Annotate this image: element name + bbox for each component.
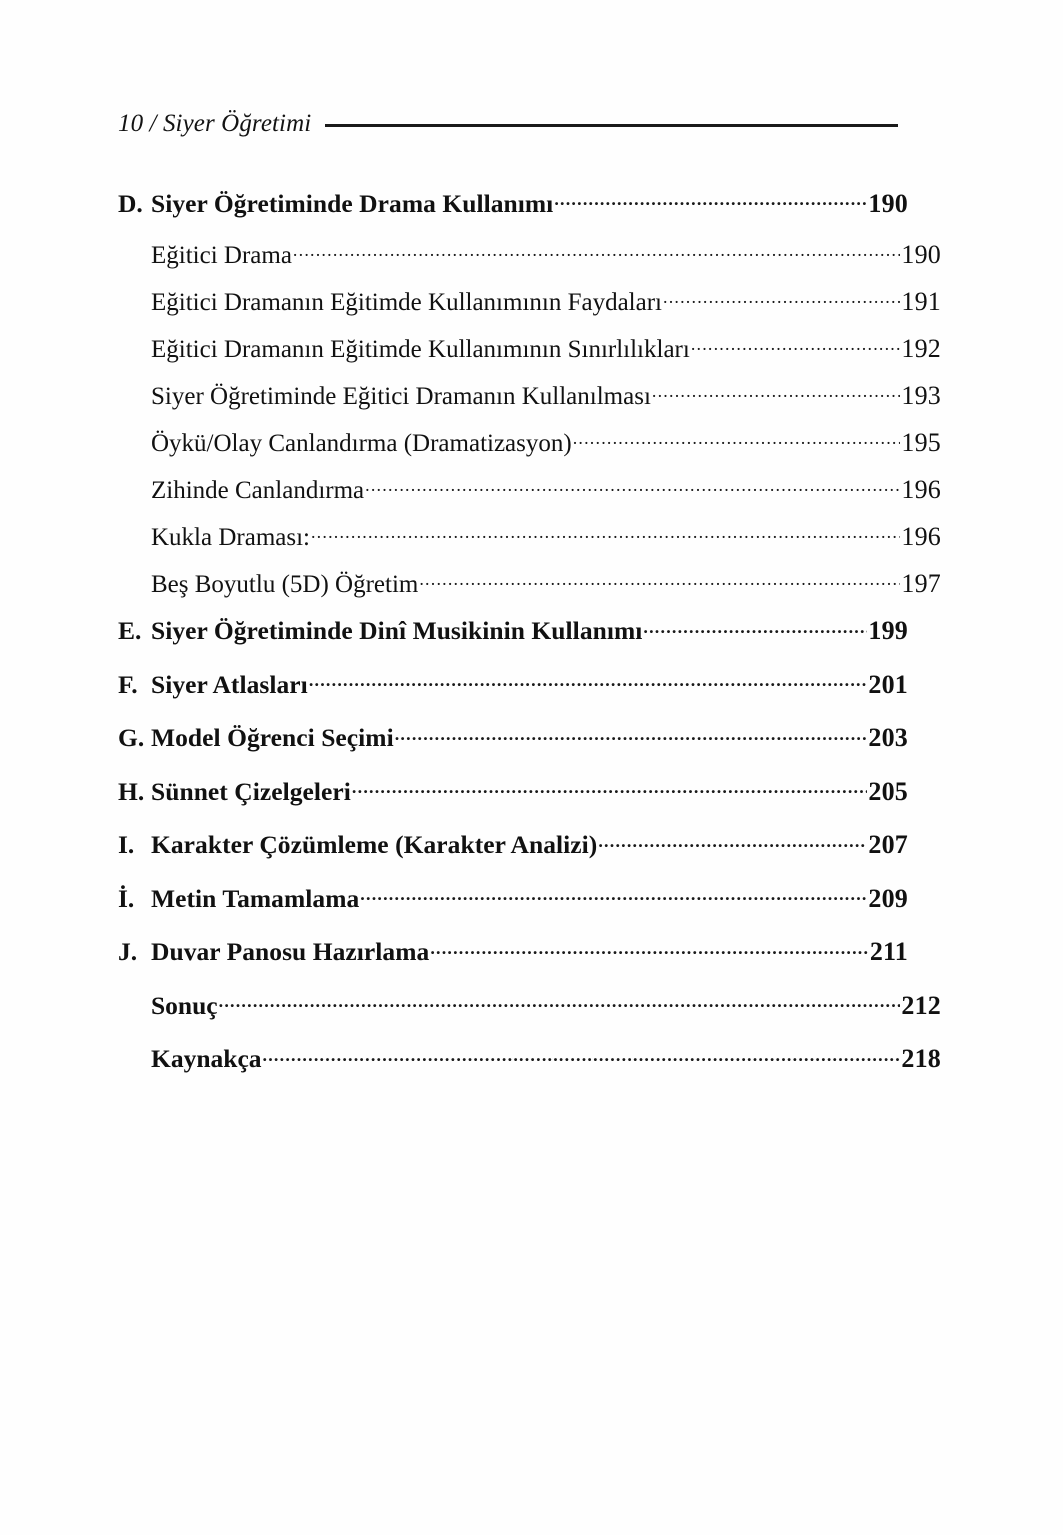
toc-entry-title: Eğitici Dramanın Eğitimde Kullanımının Sınırlılıkları xyxy=(151,335,690,363)
toc-entry-title: Duvar Panosu Hazırlama xyxy=(151,937,430,966)
toc-entry-page-number: 212 xyxy=(901,990,941,1020)
toc-entry[interactable] xyxy=(118,520,941,552)
toc-entry-page-number: 191 xyxy=(901,286,941,316)
toc-leader-dots xyxy=(311,520,900,545)
toc-entry[interactable] xyxy=(118,828,908,861)
toc-entry-page-number: 190 xyxy=(868,188,908,218)
toc-leader-dots xyxy=(691,332,901,357)
toc-entry[interactable] xyxy=(118,473,941,505)
toc-entry-title: Metin Tamamlama xyxy=(151,883,360,913)
toc-entry-page-number: 201 xyxy=(868,669,908,699)
toc-entry-page-number: 209 xyxy=(868,883,908,913)
toc-leader-dots xyxy=(430,935,869,961)
toc-entry-label: İ. xyxy=(118,883,135,913)
toc-leader-dots xyxy=(573,426,901,451)
toc-entry-title: Eğitici Dramanın Eğitimde Kullanımının Faydaları xyxy=(151,288,662,316)
toc-entry-title: Zihinde Canlandırma xyxy=(151,476,365,504)
toc-entry[interactable] xyxy=(118,881,908,914)
toc-entry-page-number: 196 xyxy=(901,474,941,504)
toc-entry[interactable] xyxy=(118,379,941,411)
toc-entry[interactable] xyxy=(118,988,941,1021)
toc-leader-dots xyxy=(352,774,867,800)
toc-entry-label: J. xyxy=(118,937,138,966)
toc-leader-dots xyxy=(365,473,900,498)
toc-entry-label: H. xyxy=(118,776,145,806)
toc-entry-page-number: 197 xyxy=(901,568,941,598)
toc-leader-dots xyxy=(309,667,868,693)
toc-entry-page-number: 205 xyxy=(868,776,908,806)
toc-entry-title: Siyer Öğretiminde Drama Kullanımı xyxy=(151,188,554,218)
toc-entry-label: I. xyxy=(118,830,135,859)
toc-entry-label: E. xyxy=(118,616,142,645)
toc-entry-title: Model Öğrenci Seçimi xyxy=(151,723,394,752)
toc-entry-page-number: 195 xyxy=(901,427,941,457)
toc-entry-label: D. xyxy=(118,188,143,218)
toc-leader-dots xyxy=(293,238,900,263)
toc-entry-page-number: 196 xyxy=(901,521,941,551)
toc-entry[interactable] xyxy=(118,935,908,968)
toc-entry-title: Sonuç xyxy=(151,990,218,1020)
toc-entry-title: Eğitici Drama xyxy=(151,241,292,269)
toc-entry-title: Öykü/Olay Canlandırma (Dramatizasyon) xyxy=(151,429,572,457)
toc-entry-page-number: 207 xyxy=(868,830,908,859)
toc-entry[interactable] xyxy=(118,774,908,807)
toc-entry-page-number: 192 xyxy=(901,333,941,363)
toc-entry-title: Kukla Draması: xyxy=(151,523,310,551)
toc-entry[interactable] xyxy=(118,567,941,599)
toc-entry-page-number: 199 xyxy=(868,616,908,645)
toc-entry[interactable] xyxy=(118,426,941,458)
toc-entry-page-number: 218 xyxy=(901,1044,941,1073)
toc-entry[interactable] xyxy=(118,332,941,364)
toc-entry-title: Beş Boyutlu (5D) Öğretim xyxy=(151,570,419,598)
toc-entry[interactable] xyxy=(118,721,908,754)
table-of-contents xyxy=(118,186,941,1095)
toc-leader-dots xyxy=(554,186,867,212)
toc-entry-title: Siyer Öğretiminde Dinî Musikinin Kullanımı xyxy=(151,616,643,645)
toc-leader-dots xyxy=(598,828,867,854)
toc-entry[interactable] xyxy=(118,614,908,647)
toc-leader-dots xyxy=(395,721,868,747)
toc-leader-dots xyxy=(360,881,867,907)
toc-entry-label: F. xyxy=(118,669,138,699)
toc-entry[interactable] xyxy=(118,186,908,219)
toc-entry[interactable] xyxy=(118,1042,941,1075)
toc-leader-dots xyxy=(219,988,901,1014)
toc-entry-page-number: 190 xyxy=(901,239,941,269)
toc-entry-page-number: 203 xyxy=(868,723,908,752)
toc-leader-dots xyxy=(419,567,900,592)
toc-leader-dots xyxy=(652,379,901,404)
toc-entry[interactable] xyxy=(118,667,908,700)
toc-leader-dots xyxy=(643,614,867,640)
toc-entry-title: Karakter Çözümleme (Karakter Analizi) xyxy=(151,830,598,859)
toc-leader-dots xyxy=(263,1042,901,1068)
running-header xyxy=(118,110,898,138)
toc-leader-dots xyxy=(663,285,900,310)
toc-entry[interactable] xyxy=(118,238,941,270)
toc-entry-page-number: 193 xyxy=(901,380,941,410)
toc-entry-page-number: 211 xyxy=(869,937,908,966)
toc-entry-title: Sünnet Çizelgeleri xyxy=(151,776,351,806)
page-folio: 10 / Siyer Öğretimi xyxy=(118,110,312,137)
toc-entry-title: Siyer Atlasları xyxy=(151,669,308,699)
header-rule xyxy=(325,124,898,127)
toc-entry-title: Kaynakça xyxy=(151,1044,262,1073)
toc-entry-title: Siyer Öğretiminde Eğitici Dramanın Kullanılması xyxy=(151,382,651,410)
toc-entry-label: G. xyxy=(118,723,145,752)
toc-entry[interactable] xyxy=(118,285,941,317)
